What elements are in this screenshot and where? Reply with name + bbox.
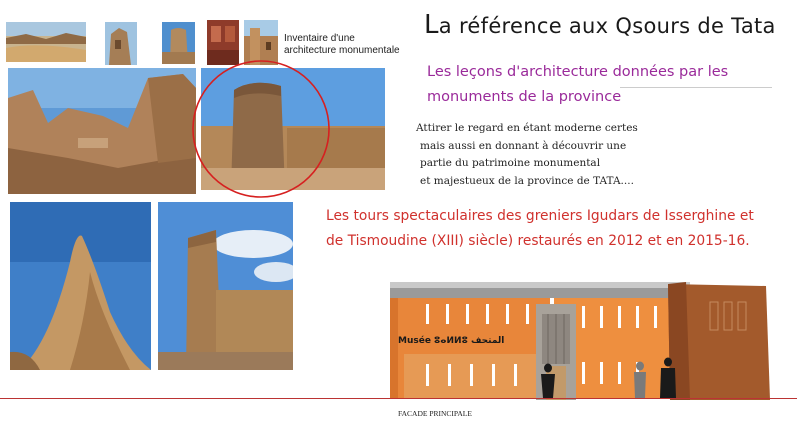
intro-line-3: partie du patrimoine monumental [420,157,601,169]
intro-line-4: et majestueux de la province de TATA.... [420,174,634,187]
thumbnail-desert-landscape [6,22,86,62]
highlight-circle [190,58,332,200]
subtitle-divider [620,87,772,88]
towers-line-2: de Tismoudine (XIII) siècle) restaurés en 2012 et en 2015-16. [326,233,750,249]
ground-line [0,398,797,399]
intro-paragraph [416,120,656,190]
title-initial: L [424,10,439,40]
subtitle-line-2: monuments de la province [427,89,622,105]
intro-line-2: mais aussi en donnant à découvrir une [420,139,627,152]
photo-square-tower [158,202,293,370]
intro-line-1: Attirer le regard en étant moderne certes [416,122,638,134]
subtitle-line-1: Les leçons d'architecture données par les [427,64,729,80]
towers-paragraph [326,204,796,254]
page-title [424,10,784,40]
inventory-caption: Inventaire d'une architecture monumentale [284,33,400,56]
facade-caption: FACADE PRINCIPALE [398,409,472,418]
title-rest: a référence aux Qsours de Tata [438,14,776,38]
towers-line-1: Les tours spectaculaires des greniers Igudars de Isserghine et [326,208,754,224]
photo-ruined-walls [8,68,196,194]
subtitle [427,60,777,110]
museum-sign: Musée ⵓⴰⵍⵍⵓ المتحف [398,336,505,346]
thumbnail-ruin [105,22,137,65]
photo-conical-granary [10,202,151,370]
